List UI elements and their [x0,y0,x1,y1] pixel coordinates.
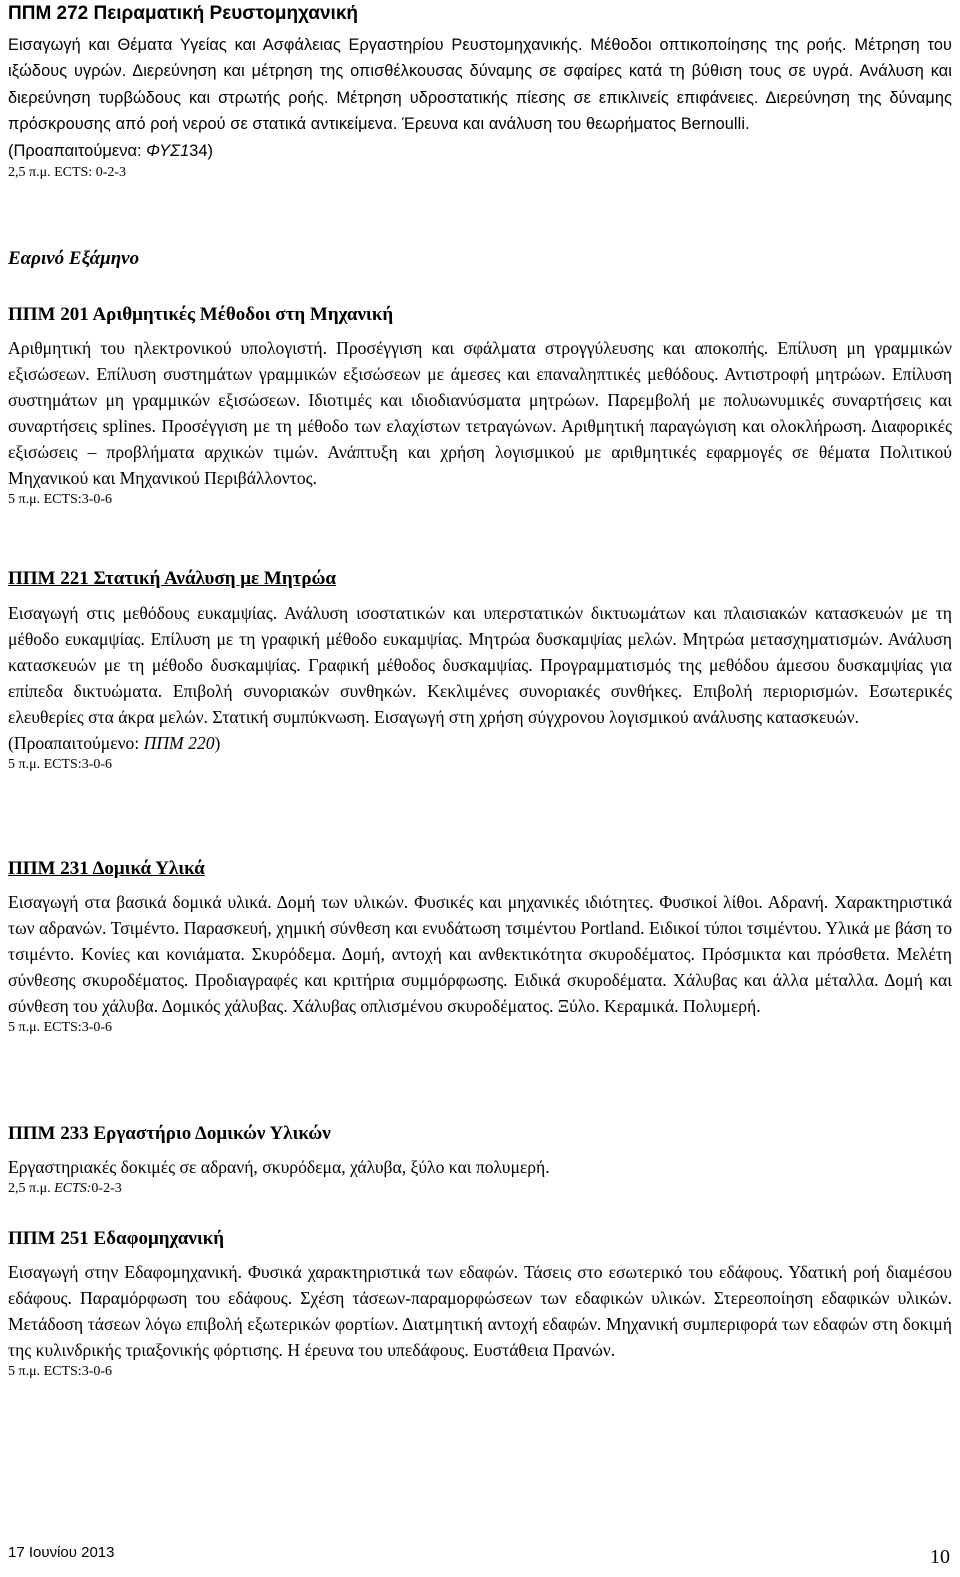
course-ppm233 [8,1122,952,1198]
credits-italic: ECTS: [54,1181,92,1196]
course-prerequisite [8,138,952,164]
prereq-course: ΠΠΜ 220 [143,733,215,753]
course-description: Εισαγωγή στις μεθόδους ευκαμψίας. Ανάλυση ισοστατικών και υπερστατικών δικτυωμάτων και πλαισιακών κατασκευών με τη μέθοδο ευκαμψίας. Επίλυση με τη γραφική μέθοδο ευκαμψίας. Μητρώα δυσκαμψίας μελών. Μητρώα μετασχηματισμών. Ανάλυση κατασκευών με τη μέθοδο δυσκαμψίας. Γραφική μέθοδος δυσκαμψίας. Προγραμματισμός της μεθόδου άμεσου δυσκαμψίας για επίπεδα δικτυώματα. Επιβολή συνοριακών συνθηκών. Κεκλιμένες συνοριακές συνθήκες. Επιβολή περιορισμών. Εσωτερικές ελευθερίες στα άκρα μελών. Στατική συμπύκνωση. Εισαγωγή στη χρήση σύγχρονου λογισμικού ανάλυσης κατασκευών. [8,603,952,727]
course-credits: 5 π.μ. ECTS:3-0-6 [8,1020,113,1035]
course-description: Εισαγωγή και Θέματα Υγείας και Ασφάλειας Εργαστηρίου Ρευστομηχανικής. Μέθοδοι οπτικοποίησης της ροής. Μέτρηση του ιξώδους υγρών. Διερεύνηση και μέτρηση της οπισθέλκουσας δύναμης σε σφαίρες κατά τη βύθιση τους σε υγρά. Ανάλυση και διερεύνηση τυρβώδους και στρωτής ροής. Μέτρηση υδροστατικής πίεσης σε επικλινείς επιφάνειες. Διερεύνηση της δύναμης πρόσκρουσης από ροή νερού σε στατικά αντικείμενα. Έρευνα και ανάλυση του θεωρήματος Bernoulli. [8,36,952,134]
course-ppm201 [8,303,952,509]
course-ppm231 [8,857,952,1037]
course-title: ΠΠΜ 231 Δομικά Υλικά [8,858,205,879]
course-credits: 5 π.μ. ECTS:3-0-6 [8,757,113,772]
course-credits [8,1180,952,1198]
credits-prefix: 2,5 π.μ. [8,1181,55,1196]
course-title: ΠΠΜ 272 Πειραματική Ρευστομηχανική [8,3,359,24]
course-prerequisite [8,730,952,756]
course-description: Αριθμητική του ηλεκτρονικού υπολογιστή. Προσέγγιση και σφάλματα στρογγύλευσης και αποκοπής. Επίλυση μη γραμμικών εξισώσεων. Επίλυση συστημάτων γραμμικών εξισώσεων με άμεσες και επαναληπτικές μεθόδους. Αντιστροφή μητρώων. Επίλυση συστημάτων μη γραμμικών εξισώσεων. Ιδιοτιμές και ιδιοδιανύσματα μητρώων. Παρεμβολή με πολυωνυμικές συναρτήσεις και συναρτήσεις splines. Προσέγγιση με τη μέθοδο των ελαχίστων τετραγώνων. Αριθμητική παραγώγιση και ολοκλήρωση. Διαφορικές εξισώσεις – προβλήματα αρχικών τιμών. Ανάπτυξη και χρήση λογισμικού με αριθμητικές εφαρμογές σε θέματα Πολιτικού Μηχανικού και Μηχανικού Περιβάλλοντος. [8,338,952,488]
course-description: Εργαστηριακές δοκιμές σε αδρανή, σκυρόδεμα, χάλυβα, ξύλο και πολυμερή. [8,1157,550,1177]
course-credits: 5 π.μ. ECTS:3-0-6 [8,492,113,507]
course-description: Εισαγωγή στην Εδαφομηχανική. Φυσικά χαρακτηριστικά των εδαφών. Τάσεις στο εσωτερικό του εδάφους. Υδατική ροή διαμέσου εδάφους. Παραμόρφωση του εδάφους. Σχέση τάσεων-παραμορφώσεων των εδαφικών υλικών. Στερεοποίηση εδαφικών υλικών. Μετάδοση τάσεων λόγω επιβολή εξωτερικών φορτίων. Διατμητική αντοχή εδαφών. Μηχανική συμπεριφορά των εδαφών στη δοκιμή της κυλινδρικής τριαξονικής φόρτισης. Η έρευνα του υπεδάφους. Ευστάθεια Πρανών. [8,1262,952,1360]
page-number: 10 [930,1546,950,1568]
course-title: ΠΠΜ 233 Εργαστήριο Δομικών Υλικών [8,1123,331,1144]
footer-date: 17 Ιουνίου 2013 [8,1544,115,1561]
course-title: ΠΠΜ 201 Αριθμητικές Μέθοδοι στη Μηχανική [8,304,394,325]
course-credits: 5 π.μ. ECTS:3-0-6 [8,1364,113,1379]
course-ppm251 [8,1227,952,1381]
course-title: ΠΠΜ 221 Στατική Ανάλυση με Μητρώα [8,568,337,589]
prereq-suffix: ) [214,733,221,753]
course-ppm272 [8,2,952,182]
semester-heading: Εαρινό Εξάμηνο [8,248,140,269]
prereq-prefix: (Προαπαιτούμενα: [8,141,147,160]
prereq-course: ΦΥΣ1 [146,141,190,160]
course-description: Εισαγωγή στα βασικά δομικά υλικά. Δομή των υλικών. Φυσικές και μηχανικές ιδιότητες. Φυσικοί λίθοι. Αδρανή. Χαρακτηριστικά των αδρανών. Τσιμέντο. Παρασκευή, χημική σύνθεση και ενυδάτωση τσιμέντου Portland. Ειδικοί τύποι τσιμέντου. Υλικά με βάση το τσιμέντο. Κονίες και κονιάματα. Σκυρόδεμα. Δομή, αντοχή και ανθεκτικότητα σκυροδέματος. Πρόσμικτα και πρόσθετα. Μελέτη σύνθεσης σκυροδέματος. Προδιαγραφές και κριτήρια συμμόρφωσης. Ειδικά σκυροδέματα. Χάλυβας και άλλα μέταλλα. Δομή και σύνθεση του χάλυβα. Δομικός χάλυβας. Χάλυβας οπλισμένου σκυροδέματος. Ξύλο. Κεραμικά. Πολυμερή. [8,892,952,1016]
course-ppm221 [8,567,952,774]
prereq-prefix: (Προαπαιτούμενο: [8,733,144,753]
credits-suffix: 0-2-3 [91,1181,122,1196]
course-credits: 2,5 π.μ. ECTS: 0-2-3 [8,164,127,180]
course-title: ΠΠΜ 251 Εδαφομηχανική [8,1228,225,1249]
prereq-suffix: 34) [189,141,214,160]
